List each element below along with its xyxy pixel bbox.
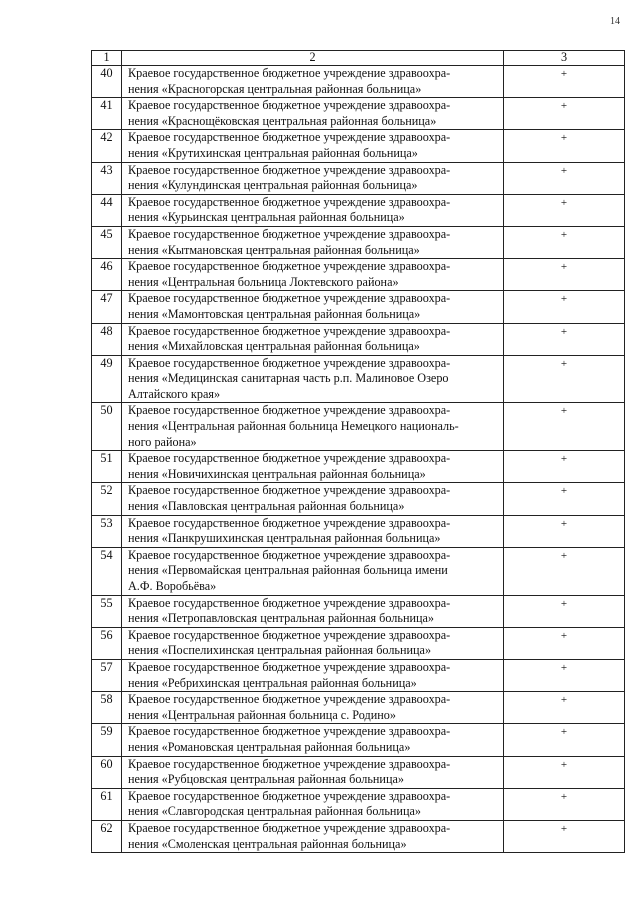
- inclusion-mark: +: [504, 547, 625, 595]
- table-row: [92, 788, 625, 820]
- institution-name-line: Краевое государственное бюджетное учреждение здравоохра-: [128, 659, 451, 674]
- row-number: 56: [92, 627, 122, 659]
- inclusion-mark: +: [504, 595, 625, 627]
- row-number: 57: [92, 659, 122, 691]
- inclusion-mark: +: [504, 323, 625, 355]
- row-number: 48: [92, 323, 122, 355]
- institution-name-line: нения «Первомайская центральная районная больница имени: [128, 563, 448, 578]
- institution-name-line: ного района»: [128, 434, 197, 449]
- institution-name-line: Краевое государственное бюджетное учреждение здравоохра-: [128, 788, 451, 803]
- institution-name: [122, 130, 504, 162]
- institution-name-line: Краевое государственное бюджетное учреждение здравоохра-: [128, 226, 451, 241]
- institution-name: [122, 659, 504, 691]
- institution-name-line: нения «Славгородская центральная районная больница»: [128, 804, 421, 819]
- institution-name: [122, 756, 504, 788]
- institution-name: [122, 692, 504, 724]
- row-number: 60: [92, 756, 122, 788]
- institution-name-line: нения «Центральная больница Локтевского района»: [128, 274, 399, 289]
- institution-name: [122, 66, 504, 98]
- institution-name-line: Краевое государственное бюджетное учреждение здравоохра-: [128, 66, 451, 80]
- inclusion-mark: +: [504, 692, 625, 724]
- row-number: 41: [92, 98, 122, 130]
- institution-name-line: Краевое государственное бюджетное учреждение здравоохра-: [128, 756, 451, 771]
- row-number: 51: [92, 451, 122, 483]
- institution-name-line: нения «Рубцовская центральная районная больница»: [128, 772, 404, 787]
- row-number: 59: [92, 724, 122, 756]
- institution-name-line: Краевое государственное бюджетное учреждение здравоохра-: [128, 515, 451, 530]
- inclusion-mark: +: [504, 66, 625, 98]
- institution-name-line: Краевое государственное бюджетное учреждение здравоохра-: [128, 259, 451, 274]
- institution-name-line: нения «Новичихинская центральная районная больница»: [128, 466, 426, 481]
- institution-name-line: Краевое государственное бюджетное учреждение здравоохра-: [128, 595, 451, 610]
- column-header-1: 1: [92, 51, 122, 66]
- institution-name-line: нения «Панкрушихинская центральная районная больница»: [128, 531, 441, 546]
- table-row: [92, 820, 625, 852]
- institution-name: [122, 820, 504, 852]
- institution-name-line: Краевое государственное бюджетное учреждение здравоохра-: [128, 403, 451, 418]
- row-number: 54: [92, 547, 122, 595]
- institution-name-line: Краевое государственное бюджетное учреждение здравоохра-: [128, 162, 451, 177]
- column-header-2: 2: [122, 51, 504, 66]
- institution-name-line: нения «Медицинская санитарная часть р.п. Малиновое Озеро: [128, 371, 449, 386]
- inclusion-mark: +: [504, 98, 625, 130]
- inclusion-mark: +: [504, 355, 625, 403]
- row-number: 42: [92, 130, 122, 162]
- institution-name-line: нения «Ребрихинская центральная районная больница»: [128, 675, 417, 690]
- institution-name-line: Краевое государственное бюджетное учреждение здравоохра-: [128, 98, 451, 113]
- table-row: [92, 355, 625, 403]
- inclusion-mark: +: [504, 627, 625, 659]
- institution-name-line: нения «Краснощёковская центральная районная больница»: [128, 113, 437, 128]
- institution-name-line: Краевое государственное бюджетное учреждение здравоохра-: [128, 627, 451, 642]
- institution-name-line: Краевое государственное бюджетное учреждение здравоохра-: [128, 291, 451, 306]
- header-row: [92, 51, 625, 66]
- institution-name-line: Краевое государственное бюджетное учреждение здравоохра-: [128, 547, 451, 562]
- table-row: [92, 291, 625, 323]
- institution-name-line: Краевое государственное бюджетное учреждение здравоохра-: [128, 194, 451, 209]
- institution-name-line: Краевое государственное бюджетное учреждение здравоохра-: [128, 820, 451, 835]
- institution-name: [122, 323, 504, 355]
- institution-name: [122, 355, 504, 403]
- institution-name: [122, 627, 504, 659]
- table-row: [92, 194, 625, 226]
- institution-name-line: Краевое государственное бюджетное учреждение здравоохра-: [128, 483, 451, 498]
- institution-name: [122, 788, 504, 820]
- institution-name: [122, 547, 504, 595]
- institution-name-line: нения «Курьинская центральная районная больница»: [128, 210, 405, 225]
- inclusion-mark: +: [504, 451, 625, 483]
- table-row: [92, 323, 625, 355]
- page-number: 14: [610, 16, 620, 27]
- table-row: [92, 515, 625, 547]
- table-row: [92, 483, 625, 515]
- table-row: [92, 98, 625, 130]
- table-row: [92, 756, 625, 788]
- institution-name: [122, 724, 504, 756]
- row-number: 46: [92, 259, 122, 291]
- inclusion-mark: +: [504, 724, 625, 756]
- table-row: [92, 66, 625, 98]
- inclusion-mark: +: [504, 820, 625, 852]
- inclusion-mark: +: [504, 515, 625, 547]
- institution-name-line: Краевое государственное бюджетное учреждение здравоохра-: [128, 323, 451, 338]
- institution-name: [122, 403, 504, 451]
- institution-name-line: нения «Михайловская центральная районная больница»: [128, 339, 420, 354]
- institution-name-line: Алтайского края»: [128, 386, 221, 401]
- institution-name-line: нения «Центральная районная больница Немецкого националь-: [128, 419, 459, 434]
- institution-name-line: нения «Кытмановская центральная районная больница»: [128, 242, 420, 257]
- institution-name: [122, 162, 504, 194]
- institution-name: [122, 451, 504, 483]
- inclusion-mark: +: [504, 259, 625, 291]
- institution-name: [122, 595, 504, 627]
- row-number: 49: [92, 355, 122, 403]
- table-row: [92, 130, 625, 162]
- table-row: [92, 724, 625, 756]
- institution-name-line: нения «Мамонтовская центральная районная больница»: [128, 306, 421, 321]
- institution-name-line: Краевое государственное бюджетное учреждение здравоохра-: [128, 724, 451, 739]
- table-row: [92, 226, 625, 258]
- table-row: [92, 595, 625, 627]
- institution-name-line: нения «Смоленская центральная районная больница»: [128, 836, 407, 851]
- row-number: 45: [92, 226, 122, 258]
- row-number: 44: [92, 194, 122, 226]
- inclusion-mark: +: [504, 194, 625, 226]
- inclusion-mark: +: [504, 788, 625, 820]
- row-number: 52: [92, 483, 122, 515]
- table-row: [92, 659, 625, 691]
- institution-name: [122, 98, 504, 130]
- inclusion-mark: +: [504, 483, 625, 515]
- row-number: 47: [92, 291, 122, 323]
- institution-name-line: нения «Кулундинская центральная районная больница»: [128, 178, 418, 193]
- row-number: 40: [92, 66, 122, 98]
- institution-name: [122, 483, 504, 515]
- institution-name-line: Краевое государственное бюджетное учреждение здравоохра-: [128, 451, 451, 466]
- inclusion-mark: +: [504, 162, 625, 194]
- inclusion-mark: +: [504, 226, 625, 258]
- row-number: 58: [92, 692, 122, 724]
- inclusion-mark: +: [504, 403, 625, 451]
- inclusion-mark: +: [504, 659, 625, 691]
- table-row: [92, 692, 625, 724]
- institutions-table: [91, 50, 625, 853]
- row-number: 50: [92, 403, 122, 451]
- institution-name-line: Краевое государственное бюджетное учреждение здравоохра-: [128, 355, 451, 370]
- institution-name-line: нения «Романовская центральная районная больница»: [128, 739, 411, 754]
- inclusion-mark: +: [504, 756, 625, 788]
- table-row: [92, 162, 625, 194]
- institution-name-line: Краевое государственное бюджетное учреждение здравоохра-: [128, 130, 451, 145]
- table-row: [92, 451, 625, 483]
- inclusion-mark: +: [504, 291, 625, 323]
- institution-name-line: Краевое государственное бюджетное учреждение здравоохра-: [128, 692, 451, 707]
- institution-name: [122, 259, 504, 291]
- row-number: 62: [92, 820, 122, 852]
- institution-name-line: нения «Петропавловская центральная районная больница»: [128, 611, 435, 626]
- institution-name: [122, 194, 504, 226]
- row-number: 55: [92, 595, 122, 627]
- institution-name: [122, 291, 504, 323]
- row-number: 43: [92, 162, 122, 194]
- row-number: 61: [92, 788, 122, 820]
- column-header-3: 3: [504, 51, 625, 66]
- institution-name: [122, 226, 504, 258]
- inclusion-mark: +: [504, 130, 625, 162]
- table-row: [92, 259, 625, 291]
- institution-name-line: нения «Красногорская центральная районная больница»: [128, 81, 422, 96]
- institution-name-line: нения «Павловская центральная районная больница»: [128, 499, 405, 514]
- institution-name-line: А.Ф. Воробьёва»: [128, 579, 217, 593]
- institution-name: [122, 515, 504, 547]
- institution-name-line: нения «Поспелихинская центральная районная больница»: [128, 643, 432, 658]
- row-number: 53: [92, 515, 122, 547]
- table-row: [92, 547, 625, 595]
- table-row: [92, 403, 625, 451]
- table-row: [92, 627, 625, 659]
- institution-name-line: нения «Крутихинская центральная районная больница»: [128, 145, 418, 160]
- institution-name-line: нения «Центральная районная больница с. Родино»: [128, 707, 396, 722]
